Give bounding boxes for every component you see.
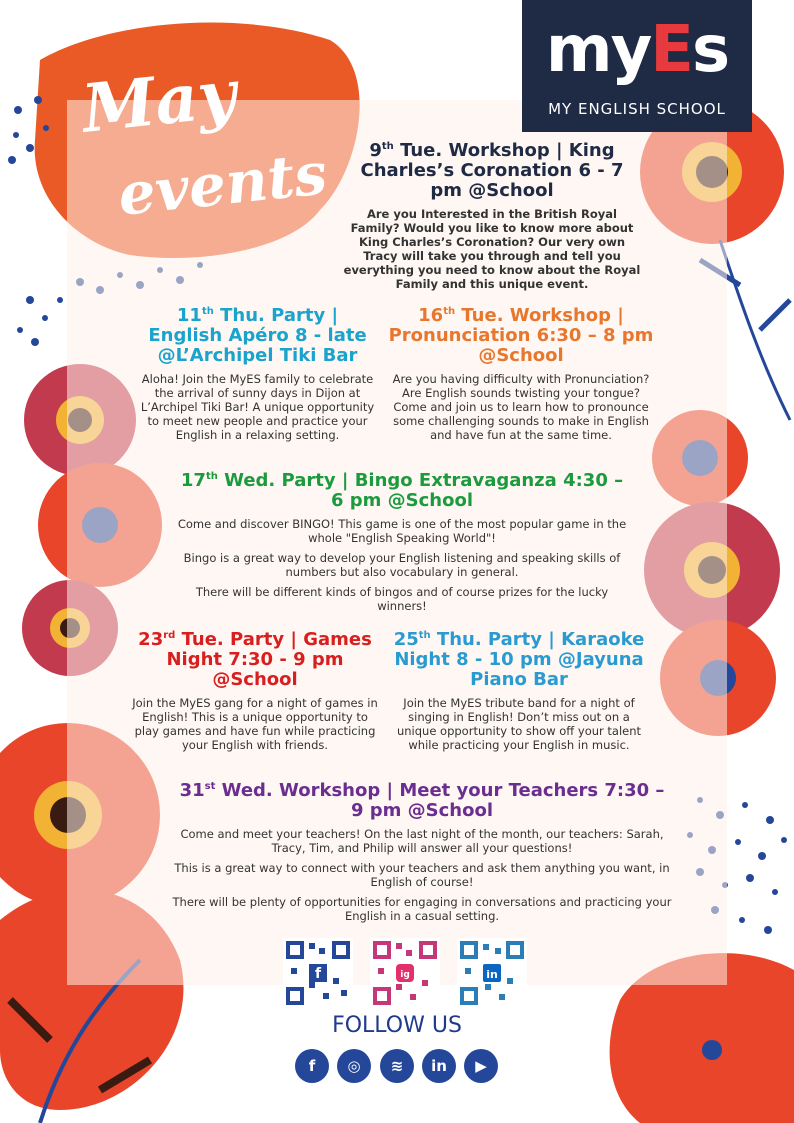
svg-text:in: in bbox=[486, 968, 498, 981]
facebook-qr-code[interactable] bbox=[283, 938, 353, 1008]
event-heading: 16th Tue. Workshop | Pronunciation 6:30 – 8 pm @School bbox=[388, 305, 654, 366]
facebook-icon[interactable]: f bbox=[295, 1049, 329, 1083]
event-body-2: Bingo is a great way to develop your English listening and speaking skills of numbers but also vocabulary in general. bbox=[183, 551, 621, 579]
event-may-16 bbox=[385, 302, 657, 442]
instagram-icon[interactable]: ◎ bbox=[337, 1049, 371, 1083]
event-body: Are you Interested in the British Royal Family? Would you like to know more about King Charles’s Coronation? Our very own Tracy will take you through and tell you everything you need to know about the Royal Family and this unique event. bbox=[343, 207, 641, 291]
logo-subtitle: MY ENGLISH SCHOOL bbox=[548, 100, 726, 118]
youtube-icon[interactable]: ▶ bbox=[464, 1049, 498, 1083]
title-line-1: May bbox=[78, 54, 240, 148]
spotify-icon[interactable]: ≋ bbox=[380, 1049, 414, 1083]
event-heading: 17th Wed. Party | Bingo Extravaganza 4:30 – 6 pm @School bbox=[180, 470, 624, 511]
event-body: Join the MyES gang for a night of games in English! This is a unique opportunity to play games and have fun while practicing your English with friends. bbox=[132, 696, 378, 752]
event-body-3: There will be different kinds of bingos and of course prizes for the lucky winners! bbox=[195, 585, 609, 613]
myes-logo bbox=[522, 0, 752, 132]
event-may-11 bbox=[140, 302, 375, 442]
svg-text:f: f bbox=[314, 966, 322, 982]
linkedin-qr-code[interactable] bbox=[457, 938, 527, 1008]
event-body: Join the MyES tribute band for a night of singing in English! Don’t miss out on a unique opportunity to show off your talent while practicing your English in music. bbox=[396, 696, 642, 752]
event-may-17 bbox=[172, 467, 632, 613]
svg-text:ig: ig bbox=[400, 970, 410, 980]
event-body-1: Come and meet your teachers! On the last night of the month, our teachers: Sarah, Tracy, Tim, and Philip will answer all your questions! bbox=[180, 827, 664, 855]
event-body: Aloha! Join the MyES family to celebrate the arrival of sunny days in Dijon at L’Archipel Tiki Bar! A unique opportunity to meet new people and practice your English in a relaxing setting. bbox=[140, 372, 375, 442]
event-heading: 9th Tue. Workshop | King Charles’s Coronation 6 - 7 pm @School bbox=[360, 140, 624, 201]
title-line-2: events bbox=[115, 139, 331, 229]
instagram-qr-code[interactable] bbox=[370, 938, 440, 1008]
event-heading: 11th Thu. Party | English Apéro 8 - late @L’Archipel Tiki Bar bbox=[148, 305, 367, 366]
event-body-1: Come and discover BINGO! This game is one of the most popular game in the whole "English Speaking World"! bbox=[177, 517, 627, 545]
linkedin-icon[interactable]: in bbox=[422, 1049, 456, 1083]
event-body-3: There will be plenty of opportunities for engaging in conversations and practicing your English in a casual setting. bbox=[172, 895, 672, 923]
event-may-31 bbox=[172, 777, 672, 923]
event-may-23 bbox=[130, 626, 380, 752]
event-heading: 23rd Tue. Party | Games Night 7:30 - 9 pm @School bbox=[138, 629, 372, 690]
follow-us-label: FOLLOW US bbox=[332, 1013, 462, 1038]
event-body-2: This is a great way to connect with your teachers and ask them anything you want, in English of course! bbox=[174, 861, 670, 889]
event-heading: 25th Thu. Party | Karaoke Night 8 - 10 pm @Jayuna Piano Bar bbox=[393, 629, 645, 690]
event-may-25 bbox=[388, 626, 650, 752]
event-heading: 31st Wed. Workshop | Meet your Teachers 7:30 – 9 pm @School bbox=[179, 780, 665, 821]
logo-mark: myEs bbox=[545, 13, 729, 87]
event-may-9 bbox=[342, 137, 642, 291]
event-body: Are you having difficulty with Pronunciation? Are English sounds twisting your tongue? Come and join us to learn how to pronounce some challenging sounds to make in English and have fun at the same time. bbox=[392, 372, 650, 442]
